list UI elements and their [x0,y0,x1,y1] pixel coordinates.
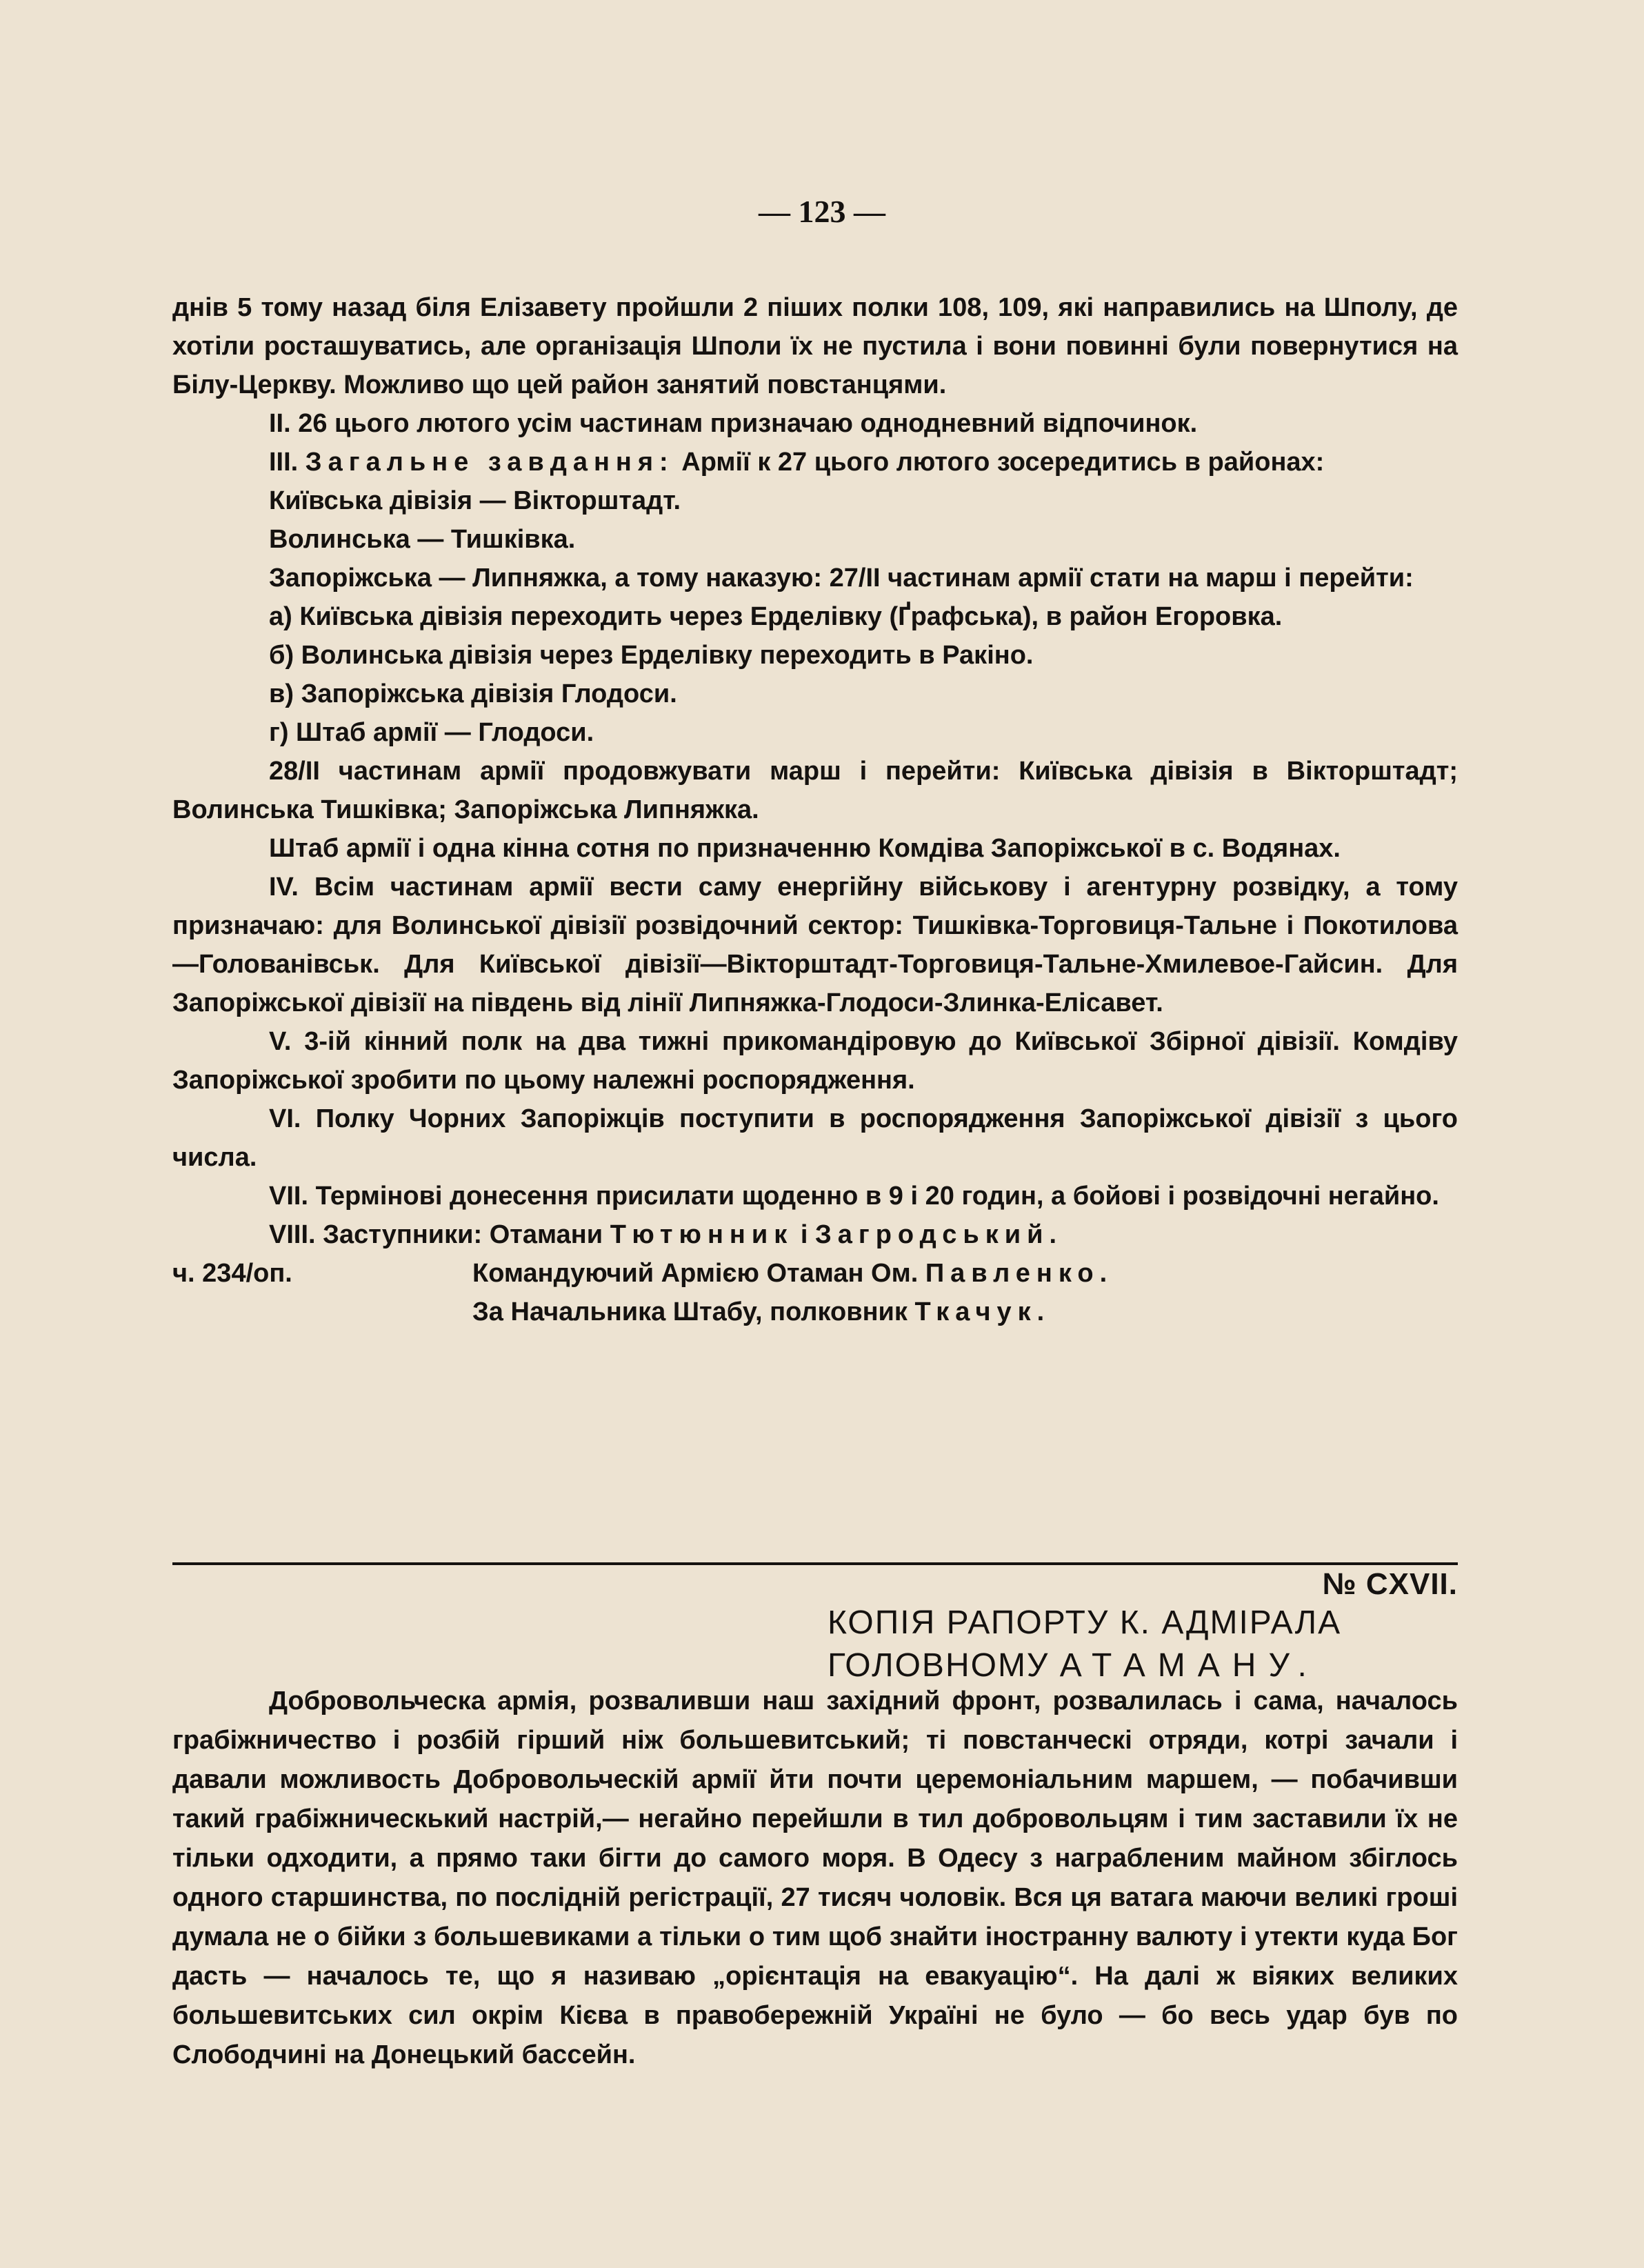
division-line: Волинська — Тишківка. [269,525,576,554]
paragraph-section-v: V. 3-ій кінний полк на два тижні прикомандіровую до Київської Збірної дівізії. Комдіву Запоріжської зробити по цьому належні роспорядження. [172,1027,1458,1095]
signature-title: Командуючий Армією Отаман Ом. [472,1259,919,1288]
paragraph-text: Армії к 27 цього лютого зосередитись в районах: [681,448,1325,477]
signature-name: Павленко. [925,1259,1114,1288]
paragraph-section-vii: VII. Термінові донесення присилати щоденно в 9 і 20 годин, а бойові і розвідочні негайно. [269,1182,1439,1211]
signature-chief-of-staff [472,1293,1458,1331]
division-line: Київська дівізія — Вікторштадт. [269,486,681,515]
document-number: № CXVII. [1322,1567,1458,1601]
report-title [828,1602,1341,1687]
signature-row [172,1293,1458,1331]
paragraph-section-viii [172,1215,1458,1254]
paragraph-text: VIII. Заступники: Отамани [269,1220,603,1249]
name-tiutiunnyk: Тютюнник [610,1220,794,1249]
paragraph-section-vi: VI. Полку Чорних Запоріжців поступити в роспорядження Запоріжської дівізії з цього числа. [172,1104,1458,1172]
paragraph: 28/II частинам армії продовжувати марш і перейти: Київська дівізія в Вікторштадт; Волинська Тишківка; Запоріжська Липняжка. [172,757,1458,824]
paragraph-section-ii: II. 26 цього лютого усім частинам призначаю однодневний відпочинок. [269,409,1198,438]
title-word: ГОЛОВНОМУ [828,1647,1050,1684]
spaced-heading: Загальне завдання: [305,448,674,477]
paragraph-section-iv: IV. Всім частинам армії вести саму енергійну військову і агентурну розвідку, а тому призначаю: для Волинської дівізії розвідочний сектор: Тишківка-Торговиця-Тальне і Покотилова—Голованівськ. Для Київської дівізії—Вікторштадт-Торговиця-Тальне-Хмилевое-Гайсин. Для Запоріжської дівізії на південь від лінії Липняжка-Глодоси-Злинка-Елісавет. [172,873,1458,1017]
title-line [828,1644,1341,1687]
list-item: б) Волинська дівізія через Ерделівку переходить в Ракіно. [269,641,1034,670]
report-body [172,1682,1458,2075]
order-number: ч. 234/оп. [172,1259,292,1288]
paragraph: Запоріжська — Липняжка, а тому наказую: 27/II частинам армії стати на марш і перейти: [269,564,1414,593]
signature-row [172,1254,1458,1293]
signature-spacer [172,1293,472,1331]
signature-title: За Начальника Штабу, полковник [472,1297,908,1326]
paragraph: Штаб армії і одна кінна сотня по призначенню Комдіва Запоріжської в с. Водянах. [269,834,1341,863]
signature-name: Ткачук. [914,1297,1051,1326]
title-line: КОПІЯ РАПОРТУ К. АДМІРАЛА [828,1604,1342,1641]
title-spaced-word: АТАМАНУ. [1059,1647,1319,1684]
paragraph-section-iii [172,443,1458,481]
signature-commander [472,1254,1458,1293]
section-divider [172,1562,1458,1565]
page-number: — 123 — [759,194,885,229]
name-zahrodskyi: Загродський. [814,1220,1063,1249]
paragraph: днів 5 тому назад біля Елізавету пройшли 2 піших полки 108, 109, які направились на Шполу, де хотіли росташуватись, але організація Шполи їх не пустила і вони повинні були повернутися на Білу-Церкву. Можливо що цей район занятий повстанцями. [172,293,1458,399]
section-number: III. [269,448,299,477]
paragraph: Добровольческа армія, розваливши наш західний фронт, розвалилась і сама, началось грабіжничество і розбій гірший ніж большевитський; ті повстанческі отряди, котрі зачали і давали можливость Добровольческій армії йти почти церемоніальним маршем, — побачивши такий грабіжническький настрій,— негайно перейшли в тил добровольцям і тим заставили їх не тільки одходити, а прямо таки бігти до самого моря. В Одесу з награбленим майном збіглось одного старшинства, по послідній регістрації, 27 тисяч чоловік. Вся ця ватага маючи великі гроші думала не о бійки з большевиками а тільки о тим щоб знайти іностранну валюту і утекти куда Бог дасть — началось те, що я називаю „орієнтація на евакуацію“. На далі ж віяких великих большевитських сил окрім Кієва в правобережній Україні не було — бо весь удар був по Слободчині на Донецький бассейн. [172,1687,1458,2069]
list-item: г) Штаб армії — Глодоси. [269,718,594,747]
list-item: а) Київська дівізія переходить через Ерделівку (Ґрафська), в район Егоровка. [269,602,1283,631]
conjunction: і [800,1220,808,1249]
order-text [172,288,1458,1331]
list-item: в) Запоріжська дівізія Глодоси. [269,679,677,708]
